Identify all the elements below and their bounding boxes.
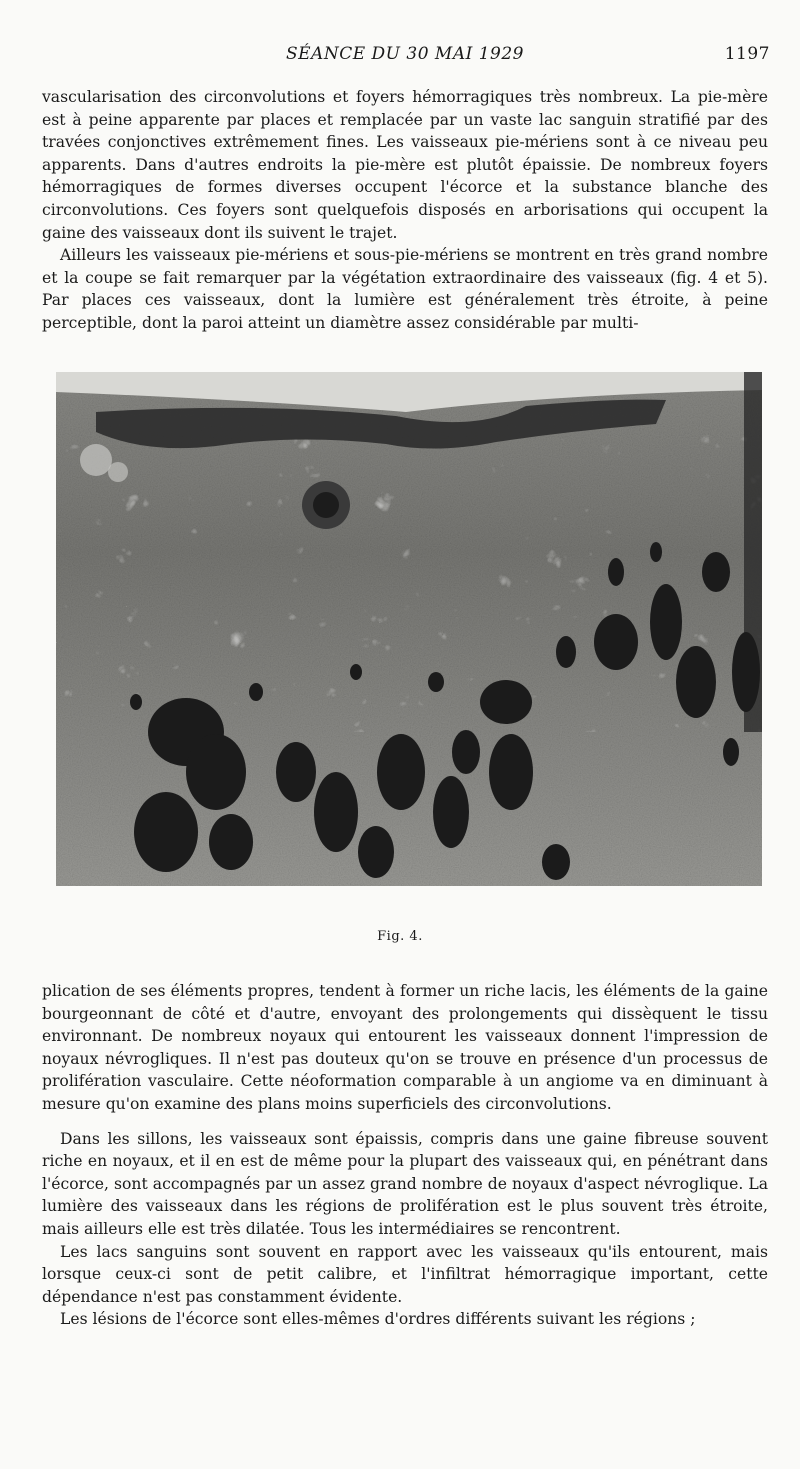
figure-caption: Fig. 4.: [377, 929, 423, 944]
paragraph: Les lésions de l'écorce sont elles-mêmes d'ordres différents suivant les régions ;: [60, 1310, 696, 1329]
micrograph-image: [56, 372, 762, 886]
page-header: [40, 44, 770, 70]
bottom-text-block: [42, 980, 768, 1331]
top-text-block: [42, 86, 768, 335]
page-number: 1197: [724, 44, 770, 64]
paragraph: plication de ses éléments propres, tendent à former un riche lacis, les éléments de la gaine bourgeonnant de côté et d'autre, envoyant des prolongements qui dissèquent le tissu environnant. De nombreux noyaux qui entourent les vaisseaux donnent l'impression de noyaux névrogliques. Il n'est pas douteux qu'on se trouve en présence d'un processus de prolifération vasculaire. Cette néoformation comparable à un angiome va en diminuant à mesure qu'on examine des plans moins superficiels des circonvolutions.: [42, 982, 768, 1113]
paragraph: Dans les sillons, les vaisseaux sont épaissis, compris dans une gaine fibreuse souvent riche en noyaux, et il en est de même pour la plupart des vaisseaux qui, en pénétrant dans l'écorce, sont accompagnés par un assez grand nombre de noyaux d'aspect névroglique. La lumière des vaisseaux dans les régions de prolifération est le plus souvent très étroite, mais ailleurs elle est très dilatée. Tous les intermédiaires se rencontrent.: [42, 1129, 768, 1238]
paragraph: Ailleurs les vaisseaux pie-mériens et sous-pie-mériens se montrent en très grand nombre et la coupe se fait remarquer par la végétation extraordinaire des vaisseaux (fig. 4 et 5). Par places ces vaisseaux, dont la lumière est généralement très étroite, à peine perceptible, dont la paroi atteint un diamètre assez considérable par multi-: [42, 246, 768, 332]
micrograph-figure: [56, 372, 762, 886]
paragraph: vascularisation des circonvolutions et foyers hémorragiques très nombreux. La pie-mère est à peine apparente par places et remplacée par un vaste lac sanguin stratifié par des travées conjonctives extrêmement fines. Les vaisseaux pie-mériens sont à ce niveau peu apparents. Dans d'autres endroits la pie-mère est plutôt épaissie. De nombreux foyers hémorragiques de formes diverses occupent l'écorce et la substance blanche des circonvolutions. Ces foyers sont quelquefois disposés en arborisations qui occupent la gaine des vaisseaux dont ils suivent le trajet.: [42, 88, 768, 242]
paragraph: Les lacs sanguins sont souvent en rapport avec les vaisseaux qu'ils entourent, mais lorsque ceux-ci sont de petit calibre, et l'infiltrat hémorragique important, cette dépendance n'est pas constamment évidente.: [42, 1242, 768, 1306]
running-head: SÉANCE DU 30 MAI 1929: [286, 44, 524, 64]
